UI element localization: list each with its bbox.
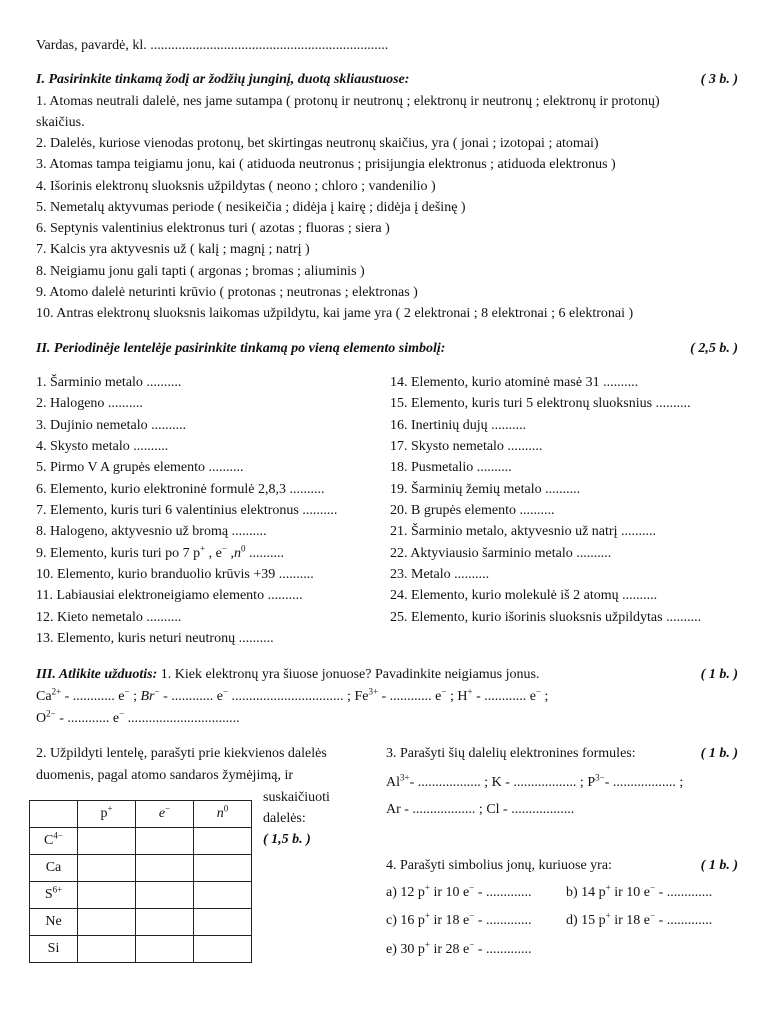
section2-item: 21. Šarminio metalo, aktyvesnio už natrį .......... — [390, 524, 656, 539]
section2-item: 14. Elemento, kurio atominė masė 31 .......... — [390, 375, 639, 390]
section2-item: 7. Elemento, kuris turi 6 valentinius elektronus .......... — [36, 503, 338, 518]
task3-points: ( 1 b. ) — [700, 746, 738, 761]
section2-item: 18. Pusmetalio .......... — [390, 460, 512, 475]
table-cell[interactable] — [78, 909, 136, 936]
table-cell[interactable] — [194, 855, 252, 882]
task2-text: suskaičiuoti — [263, 790, 330, 805]
formula-line-1: $Al^{3+}-$ .................. ; K - .................. ; $P^{3-}-$ .................. ; — [386, 772, 684, 790]
table-header-empty — [30, 801, 78, 828]
section1-item: 5. Nemetalų aktyvumas periode ( nesikeičia ; didėja į kairę ; didėja į dešinę ) — [36, 200, 466, 215]
table-cell[interactable] — [136, 882, 194, 909]
table-cell[interactable] — [78, 882, 136, 909]
table-cell[interactable] — [194, 909, 252, 936]
ion-item-c: c) 16 p+ ir 18 e− - ............. — [386, 910, 532, 928]
table-cell-element: Ne — [30, 909, 78, 936]
task2-points: ( 1,5 b. ) — [263, 832, 311, 847]
section2-item: 12. Kieto nemetalo .......... — [36, 610, 182, 625]
atom-structure-table — [29, 800, 252, 963]
table-row — [30, 882, 252, 909]
section3-task1: III. Atlikite užduotis: 1. Kiek elektronų yra šiuose jonuose? Pavadinkite neigiamus jonus. — [36, 667, 540, 682]
table-cell-element: $S^{6+}$ — [30, 882, 78, 909]
table-cell[interactable] — [78, 855, 136, 882]
section1-item: skaičius. — [36, 115, 85, 130]
table-cell[interactable] — [78, 936, 136, 963]
section2-points: ( 2,5 b. ) — [690, 341, 738, 356]
section1-item: 9. Atomo dalelė neturinti krūvio ( protonas ; neutronas ; elektronas ) — [36, 285, 418, 300]
section1-item: 10. Antras elektronų sluoksnis laikomas užpildytu, kai jame yra ( 2 elektronai ; 8 elektronai ; 6 elektronai ) — [36, 306, 634, 321]
ion-item-d: d) 15 p+ ir 18 e− - ............. — [566, 910, 713, 928]
section1-item: 3. Atomas tampa teigiamu jonu, kai ( atiduoda neutronus ; prisijungia elektronus ; atiduoda elektronus ) — [36, 157, 616, 172]
table-header-n: $n^0$ — [194, 801, 252, 828]
ion-item-b: b) 14 p+ ir 10 e− - ............. — [566, 882, 713, 900]
task4-points: ( 1 b. ) — [700, 858, 738, 873]
table-row — [30, 909, 252, 936]
section2-item: 16. Inertinių dujų .......... — [390, 418, 527, 433]
task2-text: dalelės: — [263, 811, 306, 826]
section2-item: 4. Skysto metalo .......... — [36, 439, 169, 454]
section2-item: 19. Šarminių žemių metalo .......... — [390, 482, 581, 497]
table-row — [30, 855, 252, 882]
section2-item: 22. Aktyviausio šarminio metalo .......... — [390, 546, 612, 561]
section2-item: 23. Metalo .......... — [390, 567, 490, 582]
section2-item: 2. Halogeno .......... — [36, 396, 143, 411]
section1-points: ( 3 b. ) — [700, 72, 738, 87]
table-row — [30, 828, 252, 855]
section2-item: 5. Pirmo V A grupės elemento .......... — [36, 460, 244, 475]
section1-item: 6. Septynis valentinius elektronus turi ( azotas ; fluoras ; siera ) — [36, 221, 390, 236]
section2-item: 6. Elemento, kurio elektroninė formulė 2,8,3 .......... — [36, 482, 325, 497]
section2-item: 8. Halogeno, aktyvesnio už bromą .......... — [36, 524, 267, 539]
table-cell[interactable] — [136, 909, 194, 936]
table-cell-element: $C^{4-}$ — [30, 828, 78, 855]
section1-item: 7. Kalcis yra aktyvesnis už ( kalį ; magnį ; natrį ) — [36, 242, 310, 257]
table-header-p: p+ — [78, 801, 136, 828]
section1-item: 2. Dalelės, kuriose vienodas protonų, bet skirtingas neutronų skaičius, yra ( jonai ; izotopai ; atomai) — [36, 136, 599, 151]
name-line: Vardas, pavardė, kl. .................................................................... — [36, 38, 389, 53]
ion-line-1: $Ca^{2+}$ - ............ e− ; Br− - ............ e− ................................ ; $Fe^{3+}$ - ............ e− ; H+ - ............ e− ; — [36, 686, 549, 704]
section2-item: 11. Labiausiai elektroneigiamo elemento .......... — [36, 588, 303, 603]
ion-line-2: $O^{2-}$ - ............ e− ................................ — [36, 708, 240, 726]
section2-item: 25. Elemento, kurio išorinis sluoksnis užpildytas .......... — [390, 610, 702, 625]
section2-title: II. Periodinėje lentelėje pasirinkite tinkamą po vieną elemento simbolį: — [36, 341, 446, 356]
section2-item: 20. B grupės elemento .......... — [390, 503, 555, 518]
table-row — [30, 936, 252, 963]
section2-item-9: 9. Elemento, kuris turi po 7 p+ , e− $,n^0$ .......... — [36, 543, 284, 561]
section1-item: 1. Atomas neutrali dalelė, nes jame sutampa ( protonų ir neutronų ; elektronų ir neutronų ; elektronų ir protonų) — [36, 94, 660, 109]
ion-item-a: a) 12 p+ ir 10 e− - ............. — [386, 882, 532, 900]
section2-item: 17. Skysto nemetalo .......... — [390, 439, 543, 454]
section2-item: 24. Elemento, kurio molekulė iš 2 atomų .......... — [390, 588, 658, 603]
formula-line-2: Ar - .................. ; Cl - .................. — [386, 802, 575, 817]
section2-item: 1. Šarminio metalo .......... — [36, 375, 182, 390]
task2-text: 2. Užpildyti lentelę, parašyti prie kiekvienos dalelės — [36, 746, 327, 761]
section2-item: 13. Elemento, kuris neturi neutronų .......... — [36, 631, 274, 646]
table-cell[interactable] — [136, 936, 194, 963]
table-cell[interactable] — [136, 828, 194, 855]
table-cell[interactable] — [194, 828, 252, 855]
task4-text: 4. Parašyti simbolius jonų, kuriuose yra: — [386, 858, 612, 873]
section2-item: 10. Elemento, kurio branduolio krūvis +39 .......... — [36, 567, 314, 582]
table-cell-element: Ca — [30, 855, 78, 882]
section2-item: 15. Elemento, kuris turi 5 elektronų sluoksnius .......... — [390, 396, 691, 411]
section1-title: I. Pasirinkite tinkamą žodį ar žodžių junginį, duotą skliaustuose: — [36, 72, 410, 87]
table-cell[interactable] — [194, 882, 252, 909]
task3-text: 3. Parašyti šių dalelių elektronines formules: — [386, 746, 636, 761]
section2-item: 3. Dujinio nemetalo .......... — [36, 418, 187, 433]
section3-points1: ( 1 b. ) — [700, 667, 738, 682]
table-cell[interactable] — [136, 855, 194, 882]
ion-item-e: e) 30 p+ ir 28 e− - ............. — [386, 939, 532, 957]
section1-item: 4. Išorinis elektronų sluoksnis užpildytas ( neono ; chloro ; vandenilio ) — [36, 179, 436, 194]
table-header-e: e− — [136, 801, 194, 828]
table-cell-element: Si — [30, 936, 78, 963]
section1-item: 8. Neigiamu jonu gali tapti ( argonas ; bromas ; aliuminis ) — [36, 264, 365, 279]
table-cell[interactable] — [78, 828, 136, 855]
table-cell[interactable] — [194, 936, 252, 963]
task2-text: duomenis, pagal atomo sandaros žymėjimą, ir — [36, 768, 293, 783]
